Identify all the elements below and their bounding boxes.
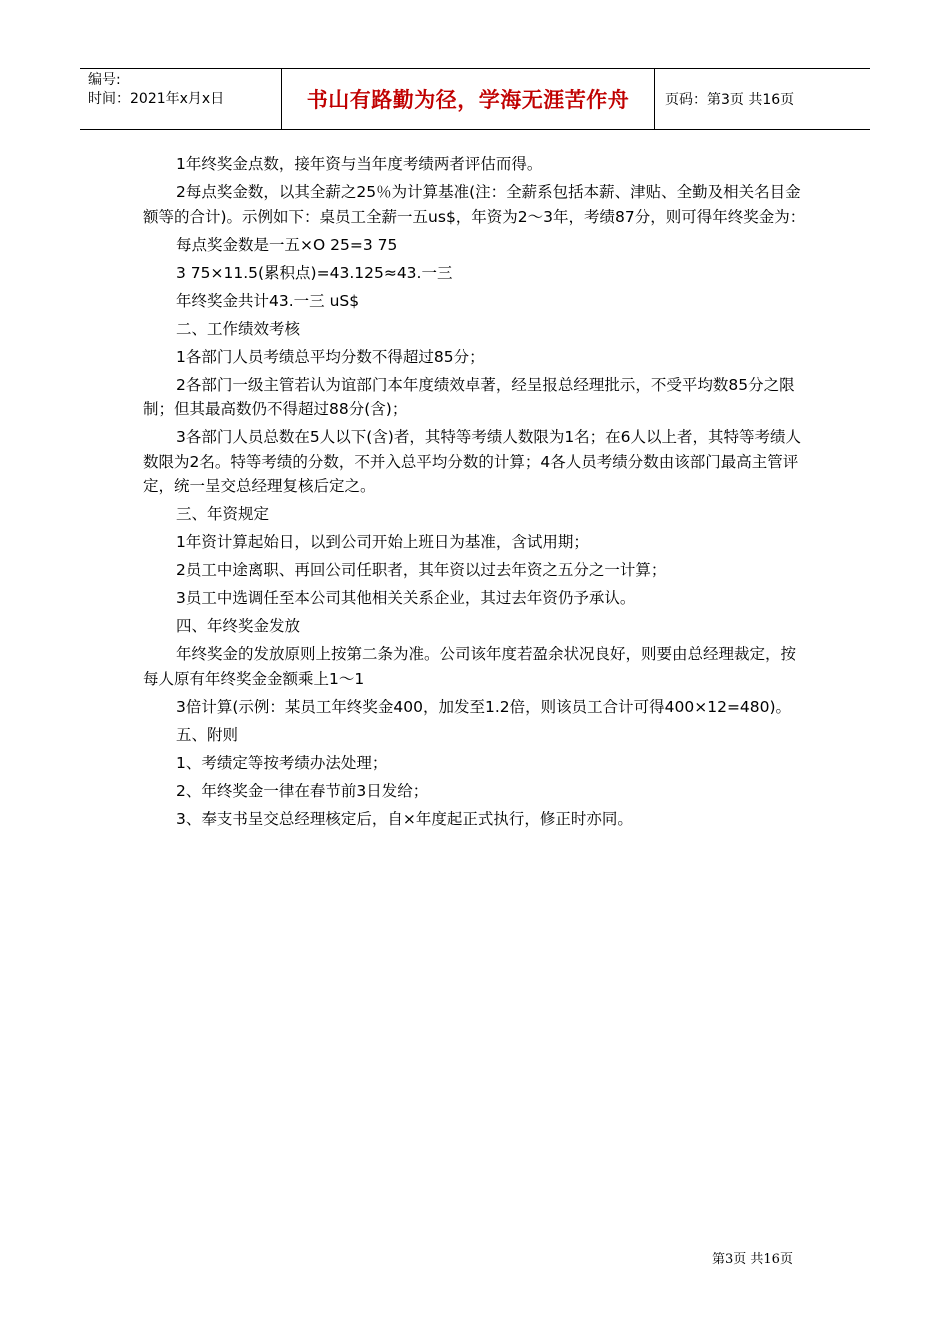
paragraph: 2、年终奖金一律在春节前3日发给； bbox=[176, 781, 429, 800]
paragraph: 1各部门人员考绩总平均分数不得超过85分； bbox=[176, 347, 485, 366]
section-heading: 三、年资规定 bbox=[176, 505, 270, 523]
paragraph: 3各部门人员总数在5人以下(含)者，其特等考绩人数限为1名；在6人以上者，其特等考绩人数限为2名。特等考绩的分数，不并入总平均分数的计算；4各人员考绩分数由该部门最高主管评定，统一呈交总经理复核后定之。 bbox=[143, 428, 802, 495]
paragraph: 年终奖金的发放原则上按第二条为准。公司该年度若盈余状况良好，则要由总经理裁定，按每人原有年终奖金金额乘上1～1 bbox=[143, 645, 797, 688]
section-heading: 五、附则 bbox=[176, 725, 239, 744]
paragraph: 1年终奖金点数，接年资与当年度考绩两者评估而得。 bbox=[176, 155, 543, 173]
paragraph: 3倍计算(示例：某员工年终奖金400，加发至1.2倍，则该员工合计可得400×12=480)。 bbox=[176, 697, 792, 716]
header-meta bbox=[80, 69, 282, 129]
paragraph: 2各部门一级主管若认为谊部门本年度绩效卓著，经呈报总经理批示，不受平均数85分之限制；但其最高数仍不得超过88分(含)； bbox=[143, 375, 795, 418]
header-motto: 书山有路勤为径，学海无涯苦作舟 bbox=[282, 69, 655, 129]
section-heading: 二、工作绩效考核 bbox=[176, 319, 301, 338]
paragraph: 2员工中途离职、再回公司任职者，其年资以过去年资之五分之一计算； bbox=[176, 561, 667, 579]
time-label: 时间：2021年x月x日 bbox=[88, 91, 225, 107]
paragraph: 3、奉支书呈交总经理核定后，自×年度起正式执行，修正时亦同。 bbox=[176, 809, 633, 828]
document-body bbox=[143, 152, 810, 835]
page-footer: 第3页 共16页 bbox=[712, 1252, 793, 1267]
paragraph: 2每点奖金数，以其全薪之25％为计算基准(注：全薪系包括本薪、津贴、全勤及相关名目金额等的合计)。示例如下：桌员工全薪一五us$，年资为2～3年，考绩87分，则可得年终奖金为： bbox=[143, 183, 806, 226]
paragraph: 3员工中选调任至本公司其他相关关系企业，其过去年资仍予承认。 bbox=[176, 589, 636, 607]
page-header bbox=[80, 68, 870, 130]
paragraph: 3 75×11.5(累积点)=43.125≈43.一三 bbox=[176, 263, 453, 282]
header-page-number: 页码：第3页 共16页 bbox=[665, 92, 795, 108]
section-heading: 四、年终奖金发放 bbox=[176, 617, 301, 635]
paragraph: 年终奖金共计43.一三 uS$ bbox=[176, 291, 360, 310]
paragraph: 1、考绩定等按考绩办法处理； bbox=[176, 753, 388, 772]
serial-label: 编号: bbox=[88, 72, 121, 88]
paragraph: 每点奖金数是一五×O 25=3 75 bbox=[176, 235, 398, 254]
paragraph: 1年资计算起始日，以到公司开始上班日为基准，含试用期； bbox=[176, 533, 589, 551]
